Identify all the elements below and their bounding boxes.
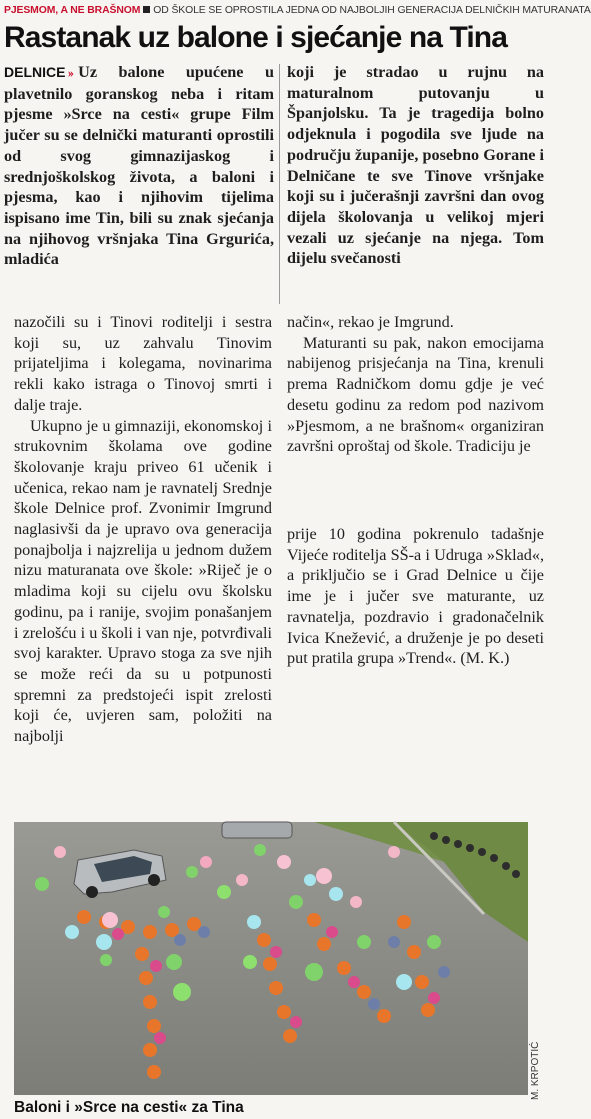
body-column-right-top <box>287 312 544 502</box>
body-paragraph: nazočili su i Tinovi roditelji i sestra koji su, uz zahvalu Tinovim prijateljima i kolegama, novinarima rekli kako istraga o Tinovoj smrti i dalje traje. <box>14 313 272 414</box>
body-column-right-bottom <box>287 524 544 724</box>
article-headline: Rastanak uz balone i sjećanje na Tina <box>4 21 508 54</box>
body-paragraph: prije 10 godina pokrenulo tadašnje Vijeće roditelja SŠ-a i Udruga »Sklad«, a priključio se i Grad Delnice u čije ime je i jučer sve maturante, uz ravnatelja, pozdravio i gradonačelnik Ivica Knežević, a druženje je po deseti put pratila grupa »Trend«. (M. K.) <box>287 525 544 668</box>
article-photo <box>14 822 528 1095</box>
lead-column-right <box>287 62 544 302</box>
kicker-subtitle: OD ŠKOLE SE OPROSTILA JEDNA OD NAJBOLJIH GENERACIJA DELNIČKIH MATURANATA <box>153 5 591 16</box>
photo-credit: M. KRPOTIĆ <box>530 1041 541 1100</box>
body-paragraph: Ukupno je u gimnaziji, ekonomskoj i strukovnim školama ove godine školovanje kraju priveo 61 učenik i učenica, rekao nam je ravnatelj Srednje škole Delnice prof. Zvonimir Imgrund naglasivši da je upravo ova generacija ponajbolja i najzrelija u jednom dužem nizu maturanata ove škole: »Riječ je o mladima koji su cijelu ovu školsku godinu, pa i ranije, svojim ponašanjem i zrelošću i u školi i van nje, potvrđivali svoj karakter. Upravo stoga za sve njih se može reći da su u potpunosti spremni za predstojeći ispit zrelosti koji će, uvjeren sam, položiti na najbolji <box>14 416 272 746</box>
square-bullet-icon <box>143 6 150 13</box>
photo-illustration <box>14 822 528 1095</box>
lead-text-continued: koji je stradao u rujnu na maturalnom putovanju u Španjolsku. Ta je tragedija bolno odjeknula i pogodila sve ljude na području županije, posebno Gorane i Delničane te sve Tinove vršnjake koji su i jučerašnji završni dan ovog dijela školovanja u velikoj mjeri vezali uz sjećanje na njega. Tom dijelu svečanosti <box>287 63 544 268</box>
lead-column-left <box>4 62 274 302</box>
dateline: DELNICE <box>4 64 66 80</box>
column-divider <box>279 64 280 304</box>
body-paragraph: način«, rekao je Imgrund. <box>287 313 454 331</box>
lead-text: Uz balone upućene u plavetnilo goranskog neba i ritam pjesme »Srce na cesti« grupe Film jučer su se delnički maturanti oprostili od svog gimnazijaskog i srednjoškolskog života, a baloni i pjesma, kao i njihovim tijelima ispisano ime Tin, bili su znak sjećanja na njihovog vršnjaka Tina Grgurića, mladića <box>4 63 274 269</box>
photo-caption: Baloni i »Srce na cesti« za Tina <box>14 1099 244 1116</box>
body-column-left <box>14 312 272 817</box>
double-chevron-right-icon: ›› <box>67 65 73 80</box>
kicker-section: PJESMOM, A NE BRAŠNOM <box>4 5 141 16</box>
body-paragraph: Maturanti su pak, nakon emocijama nabijenog prisjećanja na Tina, krenuli prema Radničkom domu gdje je već desetu godinu za redom pod nazivom »Pjesmom, a ne brašnom« organiziran završni oproštaj od škole. Tradiciju je <box>287 333 544 456</box>
